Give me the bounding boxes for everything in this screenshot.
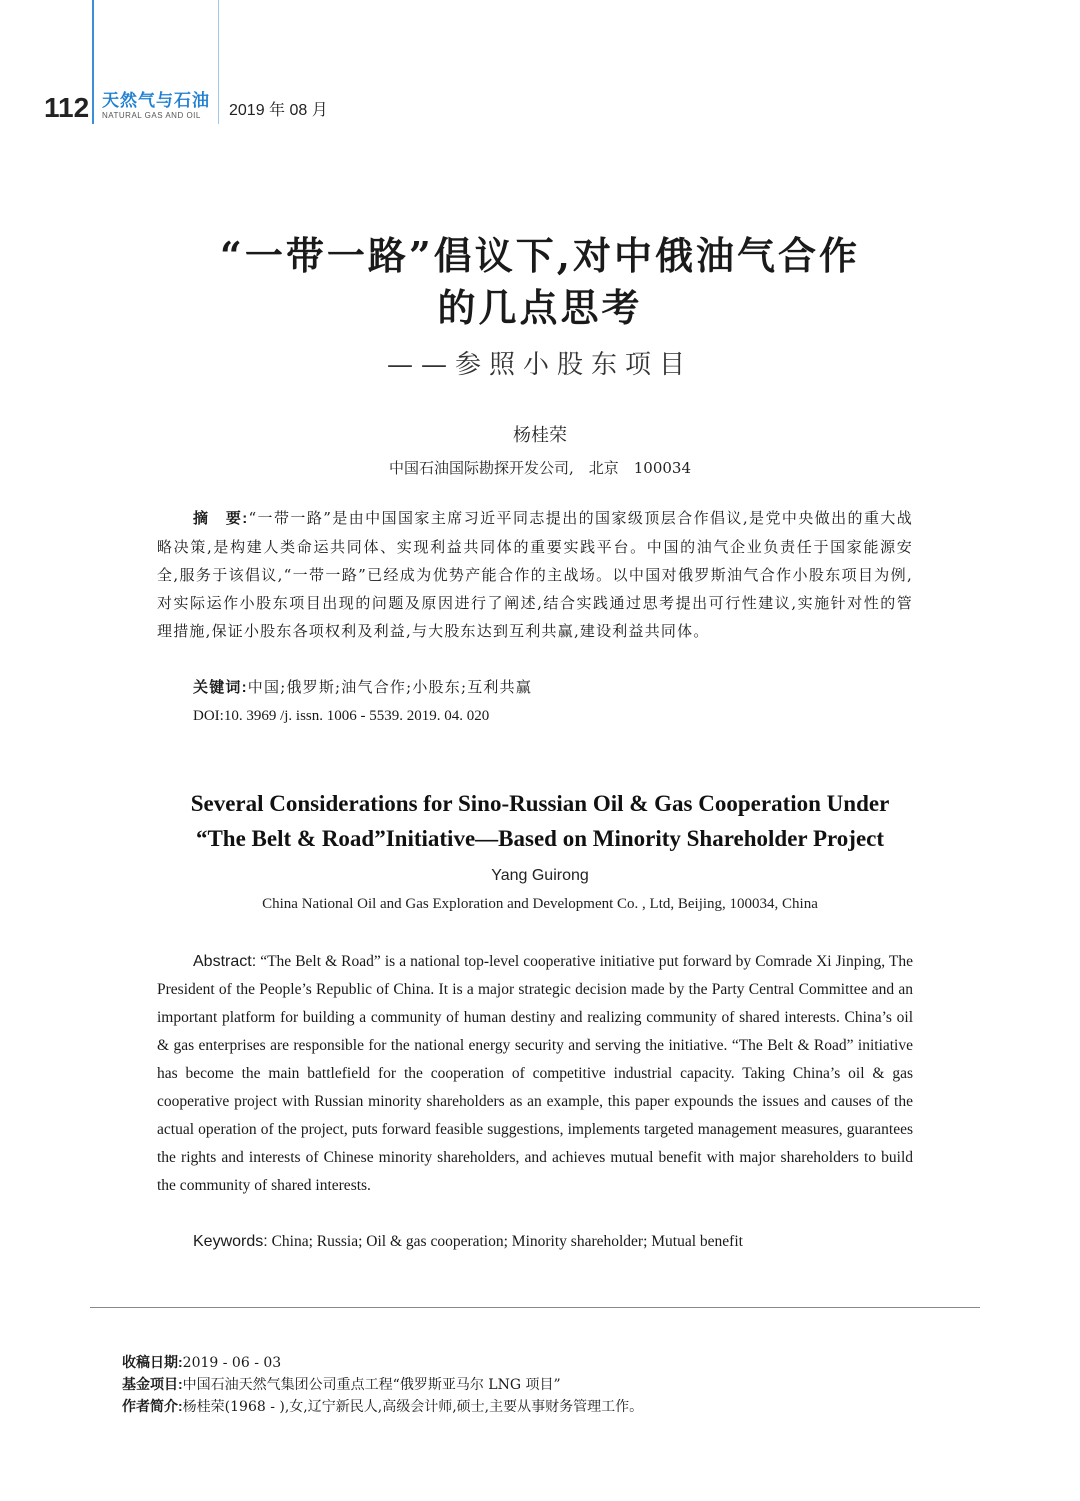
journal-name-en: NATURAL GAS AND OIL bbox=[102, 111, 201, 120]
journal-name-cn: 天然气与石油 bbox=[102, 91, 210, 110]
title-cn-line1: “一带一路”倡议下,对中俄油气合作 bbox=[220, 233, 860, 278]
author-bio-label: 作者简介: bbox=[122, 1398, 183, 1414]
affiliation-en: China National Oil and Gas Exploration and Development Co. , Ltd, Beijing, 100034, China bbox=[262, 896, 818, 912]
keywords-en-text: China; Russia; Oil & gas cooperation; Minority shareholder; Mutual benefit bbox=[271, 1233, 743, 1250]
doi: DOI:10. 3969 /j. issn. 1006 - 5539. 2019. 04. 020 bbox=[193, 708, 490, 724]
keywords-en bbox=[157, 1228, 913, 1256]
title-cn-line2: 的几点思考 bbox=[437, 285, 643, 330]
keywords-cn bbox=[157, 673, 913, 702]
page-number: 112 bbox=[44, 92, 90, 123]
received-value: 2019 - 06 - 03 bbox=[182, 1355, 282, 1371]
author-en: Yang Guirong bbox=[491, 867, 589, 884]
fund-label: 基金项目: bbox=[122, 1376, 183, 1392]
abstract-en bbox=[157, 948, 913, 1200]
author-cn: 杨桂荣 bbox=[513, 425, 567, 445]
footnote-author bbox=[122, 1395, 1002, 1418]
footnote-fund bbox=[122, 1373, 1002, 1396]
header-accent-line bbox=[92, 0, 94, 124]
subtitle-cn: ——参照小股东项目 bbox=[386, 350, 693, 380]
affiliation-cn: 中国石油国际勘探开发公司, 北京 100034 bbox=[388, 459, 692, 477]
abstract-cn-label: 摘 要: bbox=[193, 510, 249, 527]
keywords-en-label: Keywords: bbox=[193, 1233, 268, 1250]
abstract-en-label: Abstract: bbox=[193, 953, 257, 970]
fund-value: 中国石油天然气集团公司重点工程“俄罗斯亚马尔 LNG 项目” bbox=[182, 1377, 561, 1393]
abstract-cn-text: “一带一路”是由中国国家主席习近平同志提出的国家级顶层合作倡议,是党中央做出的重大战略决策,是构建人类命运共同体、实现利益共同体的重要实践平台。中国的油气企业负责任于国家能源安全,服务于该倡议,“一带一路”已经成为优势产能合作的主战场。以中国对俄罗斯油气合作小股东项目为例,对实际运作小股东项目出现的问题及原因进行了阐述,结合实践通过思考提出可行性建议,实施针对性的管理措施,保证小股东各项权利及利益,与大股东达到互利共赢,建设利益共同体。 bbox=[157, 509, 914, 640]
title-en-line1: Several Considerations for Sino-Russian Oil & Gas Cooperation Under bbox=[190, 791, 890, 816]
abstract-en-text: “The Belt & Road” is a national top-level cooperative initiative put forward by Comrade Xi Jinping, The President of the People’s Republic of China. It is a major strategic decision made by the Party Central Committee and an important platform for building a community of human destiny and realizing community of shared interests. China’s oil & gas enterprises are responsible for the national energy security and serving the initiative. “The Belt & Road” initiative has become the main battlefield for the cooperation of competitive industrial capacity. Taking China’s oil & gas cooperative project with Russian minority shareholders as an example, this paper expounds the issues and causes of the actual operation of the project, puts forward feasible suggestions, implements targeted management measures, guarantees the rights and interests of Chinese minority shareholders, and achieves mutual benefit with major shareholders to build the community of shared interests. bbox=[157, 953, 914, 1194]
title-en-line2: “The Belt & Road”Initiative—Based on Minority Shareholder Project bbox=[195, 826, 885, 851]
author-bio-value: 杨桂荣(1968 - ),女,辽宁新民人,高级会计师,硕士,主要从事财务管理工作。 bbox=[182, 1399, 644, 1415]
header-divider-line bbox=[218, 0, 219, 124]
received-label: 收稿日期: bbox=[122, 1354, 183, 1370]
keywords-cn-text: 中国;俄罗斯;油气合作;小股东;互利共赢 bbox=[247, 678, 533, 696]
issue-date: 2019 年 08 月 bbox=[229, 102, 328, 119]
keywords-cn-label: 关键词: bbox=[193, 679, 248, 696]
footnote-received bbox=[122, 1351, 1002, 1374]
abstract-cn bbox=[157, 504, 913, 645]
footnote-separator bbox=[90, 1307, 980, 1308]
